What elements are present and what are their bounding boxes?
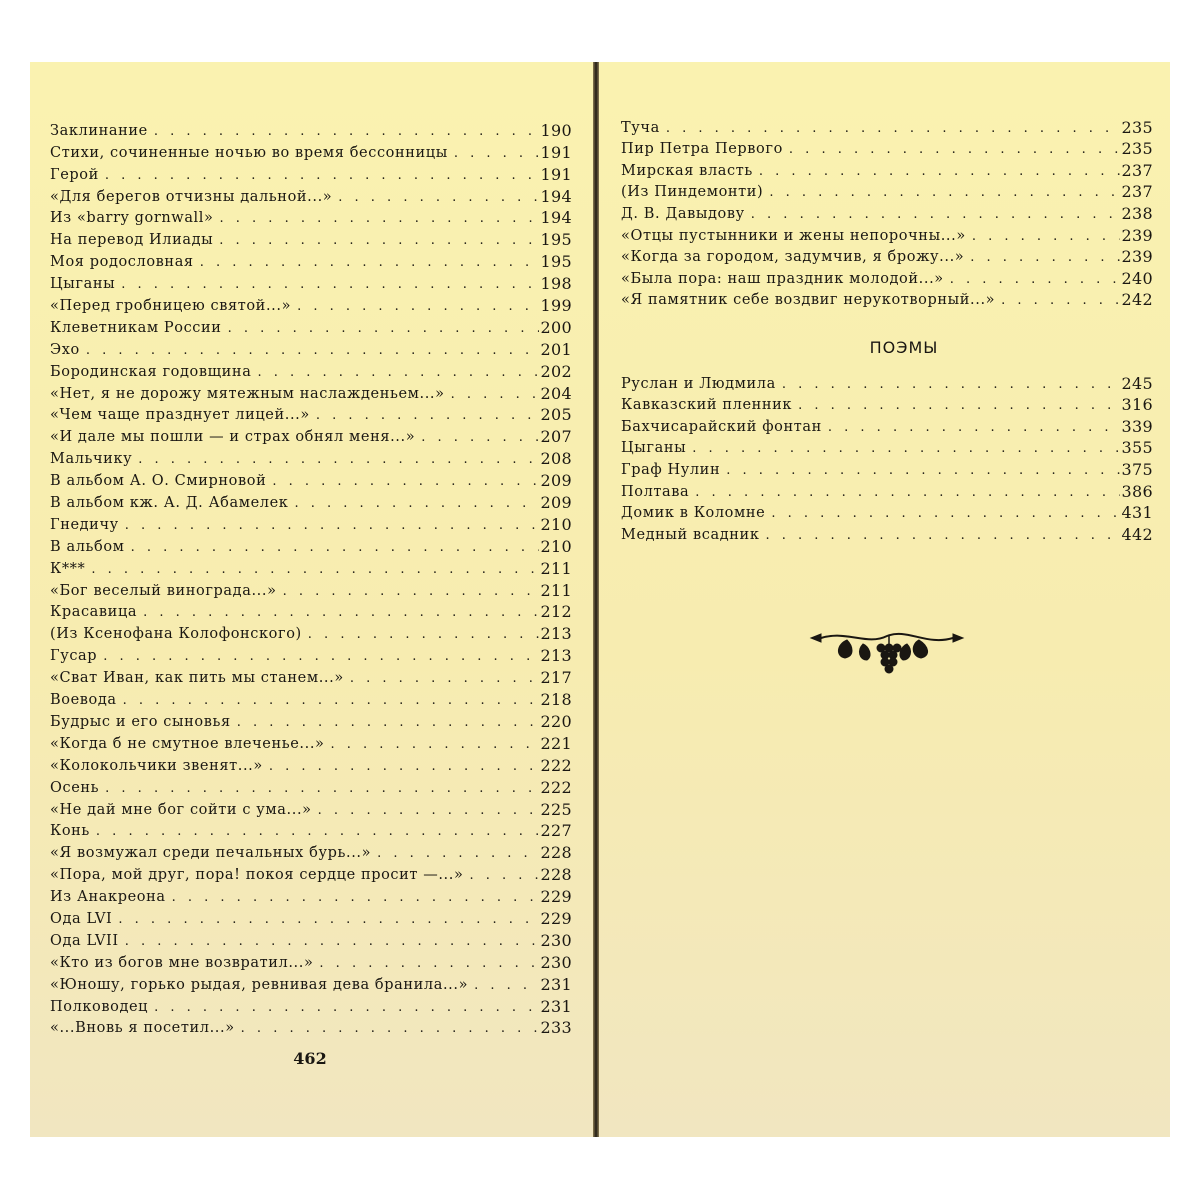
toc-leader-dots [228, 322, 539, 336]
toc-leader-dots [331, 738, 539, 752]
poems-toc-list [621, 370, 1153, 543]
toc-entry [621, 435, 1153, 457]
toc-entry-page: 230 [540, 952, 572, 972]
toc-entry-page: 209 [540, 493, 572, 513]
toc-entry-title: Из «barry gornwall» [50, 210, 214, 227]
toc-leader-dots [131, 541, 539, 555]
toc-leader-dots [125, 519, 539, 533]
toc-leader-dots [308, 628, 539, 642]
toc-entry [50, 730, 572, 752]
toc-leader-dots [272, 475, 538, 489]
toc-entry-title: Стихи, сочиненные ночью во время бессонницы [50, 144, 448, 161]
toc-leader-dots [125, 935, 539, 949]
toc-entry-title: (Из Пиндемонти) [621, 184, 764, 201]
toc-entry [621, 456, 1153, 478]
left-toc-list [50, 117, 572, 1036]
toc-leader-dots [421, 431, 538, 445]
section-heading: ПОЭМЫ [869, 338, 939, 357]
toc-entry [621, 413, 1153, 435]
toc-entry-page: 201 [540, 339, 572, 359]
toc-entry [50, 774, 572, 796]
toc-leader-dots [769, 186, 1119, 200]
toc-entry [50, 905, 572, 927]
toc-leader-dots [759, 165, 1120, 179]
left-page [30, 62, 593, 1137]
toc-entry [621, 222, 1153, 244]
toc-entry-title: В альбом [50, 538, 125, 555]
toc-leader-dots [789, 143, 1120, 157]
toc-entry-page: 213 [540, 646, 572, 666]
toc-entry [50, 358, 572, 380]
toc-entry-title: Герой [50, 166, 99, 183]
toc-leader-dots [771, 507, 1119, 521]
right-toc-list [621, 114, 1153, 308]
toc-entry-title: Руслан и Людмила [621, 375, 776, 392]
toc-entry-page: 355 [1121, 438, 1153, 458]
toc-entry [621, 114, 1153, 136]
toc-leader-dots [451, 388, 539, 402]
toc-entry-page: 235 [1121, 139, 1153, 159]
toc-entry [50, 533, 572, 555]
toc-entry-title: «Колокольчики звенят...» [50, 757, 263, 774]
toc-entry-page: 221 [540, 733, 572, 753]
toc-leader-dots [241, 1022, 539, 1036]
toc-entry [621, 136, 1153, 158]
toc-leader-dots [123, 694, 539, 708]
toc-entry [621, 478, 1153, 500]
toc-entry-page: 442 [1121, 524, 1153, 544]
toc-entry [50, 599, 572, 621]
toc-leader-dots [319, 957, 538, 971]
toc-leader-dots [220, 212, 539, 226]
toc-entry-title: «Отцы пустынники и жены непорочны...» [621, 227, 966, 244]
toc-entry-title: Туча [621, 119, 660, 136]
toc-entry [50, 423, 572, 445]
toc-entry-page: 239 [1121, 225, 1153, 245]
toc-entry-title: Мирская власть [621, 162, 753, 179]
toc-entry-title: Конь [50, 823, 90, 840]
toc-entry-title: «Нет, я не дорожу мятежным наслажденьем...» [50, 385, 445, 402]
toc-entry-page: 191 [540, 164, 572, 184]
toc-entry [50, 839, 572, 861]
toc-entry-page: 211 [540, 580, 572, 600]
toc-entry-page: 210 [540, 514, 572, 534]
toc-entry [621, 179, 1153, 201]
toc-entry [50, 445, 572, 467]
toc-leader-dots [237, 716, 539, 730]
toc-entry-page: 235 [1121, 117, 1153, 137]
toc-entry [621, 244, 1153, 266]
toc-entry-page: 225 [540, 799, 572, 819]
toc-entry-page: 204 [540, 383, 572, 403]
toc-entry [50, 620, 572, 642]
toc-entry [50, 642, 572, 664]
toc-entry-page: 213 [540, 624, 572, 644]
toc-entry-page: 195 [540, 230, 572, 250]
toc-entry-page: 207 [540, 427, 572, 447]
toc-leader-dots [1001, 294, 1119, 308]
toc-leader-dots [377, 847, 538, 861]
toc-entry-title: Ода LVI [50, 910, 113, 927]
toc-leader-dots [782, 378, 1120, 392]
toc-entry-page: 191 [540, 142, 572, 162]
toc-entry [50, 314, 572, 336]
grape-vine-ornament-icon [807, 626, 967, 686]
toc-entry [50, 686, 572, 708]
toc-entry-page: 229 [540, 887, 572, 907]
toc-entry [621, 521, 1153, 543]
toc-entry-page: 195 [540, 252, 572, 272]
toc-entry-title: К*** [50, 560, 86, 577]
toc-entry-title: «Перед гробницею святой...» [50, 298, 292, 315]
toc-entry-title: Гнедичу [50, 516, 119, 533]
toc-entry [50, 1015, 572, 1037]
toc-entry-title: «Кто из богов мне возвратил...» [50, 954, 314, 971]
toc-entry-title: Д. В. Давыдову [621, 205, 745, 222]
toc-entry-page: 198 [540, 274, 572, 294]
toc-leader-dots [283, 585, 539, 599]
toc-entry [50, 226, 572, 248]
toc-entry-page: 209 [540, 471, 572, 491]
toc-entry-title: Цыганы [621, 440, 687, 457]
toc-leader-dots [91, 563, 538, 577]
toc-leader-dots [666, 122, 1120, 136]
toc-leader-dots [297, 300, 538, 314]
toc-entry [50, 205, 572, 227]
toc-leader-dots [972, 230, 1120, 244]
toc-entry-title: Эхо [50, 341, 80, 358]
toc-leader-dots [765, 529, 1119, 543]
toc-entry [50, 270, 572, 292]
toc-entry-page: 228 [540, 865, 572, 885]
toc-leader-dots [143, 606, 538, 620]
toc-entry-page: 218 [540, 690, 572, 710]
toc-leader-dots [474, 979, 538, 993]
toc-entry-page: 205 [540, 405, 572, 425]
toc-entry-title: Моя родословная [50, 254, 194, 271]
toc-entry [50, 796, 572, 818]
toc-entry-page: 231 [540, 974, 572, 994]
toc-entry [50, 883, 572, 905]
toc-entry-page: 222 [540, 777, 572, 797]
toc-leader-dots [350, 672, 539, 686]
toc-entry [621, 265, 1153, 287]
toc-entry-title: «Бог веселый винограда...» [50, 582, 277, 599]
toc-leader-dots [121, 278, 538, 292]
toc-entry [621, 392, 1153, 414]
toc-entry [50, 380, 572, 402]
toc-leader-dots [828, 421, 1120, 435]
toc-leader-dots [751, 208, 1120, 222]
toc-entry [50, 577, 572, 599]
toc-leader-dots [257, 366, 538, 380]
toc-entry-page: 220 [540, 711, 572, 731]
toc-entry-title: Клеветникам России [50, 319, 222, 336]
toc-entry-page: 431 [1121, 503, 1153, 523]
toc-entry-title: Красавица [50, 604, 138, 621]
toc-entry-title: Полководец [50, 998, 149, 1015]
toc-entry [50, 139, 572, 161]
toc-entry-title: В альбом А. О. Смирновой [50, 473, 267, 490]
toc-entry-title: В альбом кж. А. Д. Абамелек [50, 495, 289, 512]
toc-entry-title: «Юношу, горько рыдая, ревнивая дева бранила...» [50, 976, 469, 993]
toc-entry-title: Граф Нулин [621, 461, 721, 478]
toc-entry [50, 708, 572, 730]
toc-entry-page: 211 [540, 558, 572, 578]
toc-entry [50, 555, 572, 577]
toc-entry-page: 375 [1121, 459, 1153, 479]
toc-entry-title: «Когда б не смутное влеченье...» [50, 735, 325, 752]
toc-entry [621, 370, 1153, 392]
toc-entry-title: «Я памятник себе воздвиг нерукотворный...» [621, 292, 996, 309]
toc-entry-title: «Была пора: наш праздник молодой...» [621, 270, 944, 287]
toc-entry [50, 993, 572, 1015]
toc-entry-title: «Пора, мой друг, пора! покоя сердце просит —...» [50, 867, 464, 884]
toc-entry [50, 336, 572, 358]
toc-entry-page: 239 [1121, 247, 1153, 267]
toc-entry [50, 949, 572, 971]
toc-entry-page: 386 [1121, 481, 1153, 501]
toc-entry [50, 861, 572, 883]
toc-entry-title: Мальчику [50, 451, 133, 468]
toc-entry-title: Полтава [621, 483, 690, 500]
toc-entry-title: Бахчисарайский фонтан [621, 418, 822, 435]
toc-leader-dots [695, 486, 1119, 500]
toc-entry-title: Из Анакреона [50, 889, 166, 906]
toc-leader-dots [316, 409, 539, 423]
toc-entry-title: «Для берегов отчизны дальной...» [50, 188, 333, 205]
toc-entry-title: «Не дай мне бог сойти с ума...» [50, 801, 312, 818]
toc-entry-page: 233 [540, 1018, 572, 1038]
toc-entry-title: Бородинская годовщина [50, 363, 252, 380]
toc-entry [621, 500, 1153, 522]
toc-entry [50, 664, 572, 686]
toc-entry-title: Пир Петра Первого [621, 141, 783, 158]
book-spread [30, 62, 1170, 1137]
page-number: 462 [293, 1049, 327, 1068]
toc-entry [50, 248, 572, 270]
toc-entry-page: 339 [1121, 416, 1153, 436]
toc-entry-title: «...Вновь я посетил...» [50, 1020, 235, 1037]
toc-entry-title: Кавказский пленник [621, 397, 793, 414]
toc-entry-page: 208 [540, 449, 572, 469]
toc-entry [50, 971, 572, 993]
toc-entry [50, 161, 572, 183]
toc-entry-page: 245 [1121, 373, 1153, 393]
toc-entry-page: 202 [540, 361, 572, 381]
toc-entry-page: 230 [540, 930, 572, 950]
toc-leader-dots [798, 399, 1119, 413]
toc-leader-dots [469, 869, 538, 883]
toc-entry [50, 752, 572, 774]
toc-leader-dots [200, 256, 539, 270]
toc-leader-dots [105, 782, 538, 796]
toc-entry-page: 199 [540, 296, 572, 316]
toc-entry [50, 818, 572, 840]
toc-entry-title: Домик в Коломне [621, 505, 766, 522]
toc-leader-dots [454, 147, 539, 161]
toc-entry-page: 316 [1121, 395, 1153, 415]
toc-leader-dots [970, 251, 1119, 265]
toc-leader-dots [692, 442, 1119, 456]
toc-entry-title: «Чем чаще празднует лицей...» [50, 407, 310, 424]
toc-entry-page: 200 [540, 317, 572, 337]
toc-leader-dots [105, 169, 539, 183]
toc-entry-title: Медный всадник [621, 526, 760, 543]
toc-entry [50, 402, 572, 424]
toc-entry-page: 222 [540, 755, 572, 775]
toc-entry-page: 229 [540, 908, 572, 928]
toc-entry-page: 190 [540, 120, 572, 140]
toc-entry [50, 467, 572, 489]
toc-entry-page: 240 [1121, 268, 1153, 288]
toc-leader-dots [96, 825, 539, 839]
toc-entry [621, 200, 1153, 222]
toc-entry-page: 210 [540, 536, 572, 556]
toc-entry-title: На перевод Илиады [50, 232, 214, 249]
toc-leader-dots [219, 234, 538, 248]
toc-leader-dots [726, 464, 1119, 478]
toc-leader-dots [103, 650, 538, 664]
toc-entry [621, 287, 1153, 309]
toc-leader-dots [338, 191, 538, 205]
toc-entry-title: Ода LVII [50, 932, 119, 949]
toc-entry-page: 237 [1121, 182, 1153, 202]
toc-entry-page: 231 [540, 996, 572, 1016]
toc-entry-title: Воевода [50, 692, 117, 709]
toc-entry-page: 242 [1121, 290, 1153, 310]
toc-entry-page: 228 [540, 843, 572, 863]
toc-entry-title: «Когда за городом, задумчив, я брожу...» [621, 249, 965, 266]
toc-entry-title: (Из Ксенофана Колофонского) [50, 626, 302, 643]
toc-entry [621, 157, 1153, 179]
toc-entry-page: 227 [540, 821, 572, 841]
toc-entry-title: Осень [50, 779, 100, 796]
toc-entry-title: Цыганы [50, 276, 116, 293]
toc-leader-dots [138, 453, 538, 467]
toc-entry [50, 511, 572, 533]
toc-entry [50, 292, 572, 314]
toc-leader-dots [950, 273, 1120, 287]
toc-leader-dots [86, 344, 539, 358]
toc-entry-page: 217 [540, 668, 572, 688]
toc-entry-title: «Сват Иван, как пить мы станем...» [50, 670, 344, 687]
toc-entry-page: 238 [1121, 203, 1153, 223]
toc-entry-page: 237 [1121, 160, 1153, 180]
toc-entry [50, 183, 572, 205]
toc-leader-dots [154, 1001, 538, 1015]
toc-entry-title: Гусар [50, 648, 98, 665]
toc-entry-page: 194 [540, 186, 572, 206]
toc-leader-dots [318, 804, 539, 818]
toc-entry-title: «И дале мы пошли — и страх обнял меня...» [50, 429, 416, 446]
toc-entry-title: «Я возмужал среди печальных бурь...» [50, 845, 372, 862]
toc-entry-page: 194 [540, 208, 572, 228]
toc-entry [50, 117, 572, 139]
toc-leader-dots [118, 913, 538, 927]
toc-entry-title: Заклинание [50, 122, 148, 139]
toc-leader-dots [269, 760, 539, 774]
toc-entry-page: 212 [540, 602, 572, 622]
toc-leader-dots [154, 125, 539, 139]
toc-entry [50, 489, 572, 511]
right-page [599, 62, 1170, 1137]
toc-leader-dots [172, 891, 539, 905]
toc-entry [50, 927, 572, 949]
toc-leader-dots [294, 497, 538, 511]
toc-entry-title: Будрыс и его сыновья [50, 713, 231, 730]
